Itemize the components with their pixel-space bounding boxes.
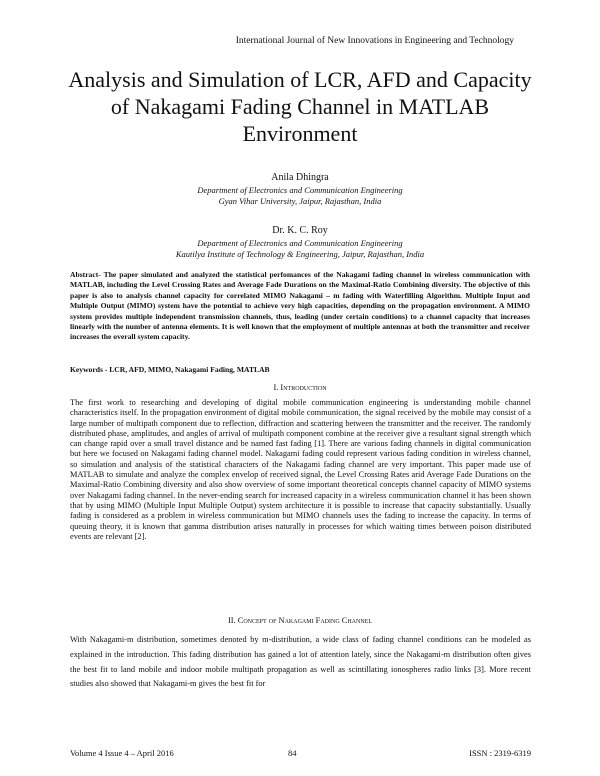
author-institution: Kautilya Institute of Technology & Engineering, Jaipur, Rajasthan, India [175,249,425,259]
section-heading [60,383,540,392]
section-number: II. [227,616,236,625]
section-number: I. [273,383,279,392]
author-department: Department of Electronics and Communication Engineering [197,185,403,195]
journal-header: International Journal of New Innovations in Engineering and Technology [235,36,514,46]
author-department: Department of Electronics and Communication Engineering [197,238,403,248]
footer-volume: Volume 4 Issue 4 – April 2016 [70,748,174,758]
author-institution: Gyan Vihar University, Jaipur, Rajasthan, India [218,196,382,206]
section-body: The first work to researching and developing of digital mobile communication engineering is understanding mobile channel characteristics itself. In the propagation environment of digital mobile communication, the signal received by the mobile may consist of a large number of multipath component due to reflection, diffraction and scattering between the transmitter and the receiver. The randomly distributed phase, amplitudes, and angles of arrival of multipath component combine at the receiver give a resultant signal strength which can change rapid over a small travel distance and be named fast fading [1]. There are various fading channels in digital communication but here we focused on Nakagami fading channel model. Nakagami fading could represent various fading condition in wireless channel, so simulation and analysis of the statistical characters of the Nakagami fading channel are very important. This paper made use of MATLAB to simulate and analyze the complex envelop of received signal, the Level Crossing Rates arid Average Fade Durations on the Maximal-Ratio Combining diversity and also show overview of some important theoretical concepts channel capacity of MIMO systems over Nakagami fading channel. In the never-ending search for increased capacity in a wireless communication channel it has been shown that by using MIMO (Multiple Input Multiple Output) system architecture it is possible to increase that capacity substantially. Usually fading is considered as a problem in wireless communication but MIMO channels uses the fading to increase the capacity. In terms of queuing theory, it is known that gamma distribution arises naturally in processes for which waiting times between poison distributed events are relevant [2]. [70,398,531,541]
author-name: Anila Dhingra [271,172,329,183]
section-title: Introduction [280,383,327,392]
abstract: Abstract- The paper simulated and analyzed the statistical perfomances of the Nakagami fading channel in wireless communication with MATLAB, including the Level Crossing Rates and Average Fade Durations on the Maximal-Ratio Combining diversity. The objective of this paper is also to analysis channel capacity for correlated MIMO Nakagami – m fading with Waterfilling Algorithm. Multiple Input and Multiple Output (MIMO) system have the potential to achieve very high capacities, depending on the propagation environment. A MIMO system provides multiple independent transmission channels, thus, leading (under certain conditions) to a channel capacity that increases linearly with the number of antenna elements. It is well known that the employment of multiple antennas at both the transmitter and receiver increases the overall system capacity. [70,270,530,342]
section-heading [60,616,540,625]
paper-title: Analysis and Simulation of LCR, AFD and Capacity of Nakagami Fading Channel in MATLAB Environment [68,67,532,146]
keywords: Keywords - LCR, AFD, MIMO, Nakagami Fading, MATLAB [70,365,270,374]
page-number: 84 [288,748,297,758]
author-name: Dr. K. C. Roy [272,225,328,236]
section-body: With Nakagami-m distribution, sometimes denoted by m-distribution, a wide class of fading channel conditions can be modeled as explained in the introduction. This fading distribution has gained a lot of attention lately, since the Nakagami-m distribution often gives the best fit to land mobile and indoor mobile multipath propagation as well as scintillating ionospheres radio links [3]. More recent studies also showed that Nakagami-m gives the best fit for [70,635,531,689]
section-title: Concept of Nakagami Fading Channel [237,616,372,625]
footer-issn: ISSN : 2319-6319 [469,748,531,758]
